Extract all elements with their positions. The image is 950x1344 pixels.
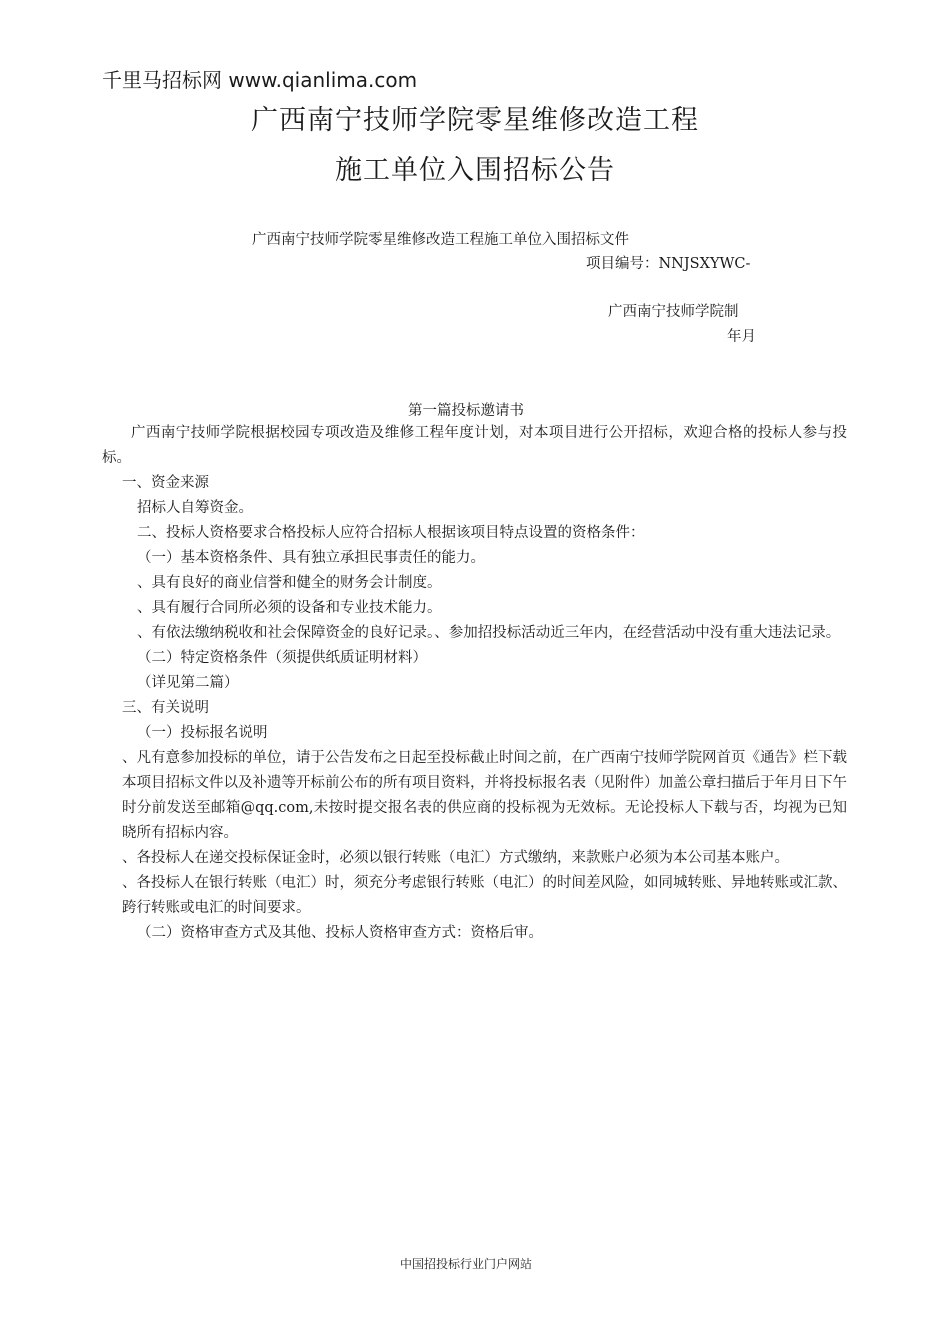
paragraph-review-method: （二）资格审查方式及其他、投标人资格审查方式：资格后审。 xyxy=(137,925,543,941)
paragraph-basic-qualification: （一）基本资格条件、具有独立承担民事责任的能力。 xyxy=(137,550,485,566)
paragraph-qualification-heading: 二、投标人资格要求合格投标人应符合招标人根据该项目特点设置的资格条件： xyxy=(137,525,645,541)
paragraph-tax-record: 、有依法缴纳税收和社会保障资金的良好记录。、参加招投标活动近三年内，在经营活动中没有重大违法记录。 xyxy=(137,625,841,641)
tender-document-name: 广西南宁技师学院零星维修改造工程施工单位入围招标文件 xyxy=(252,232,629,248)
paragraph-transfer-risk: 、各投标人在银行转账（电汇）时，须充分考虑银行转账（电汇）的时间差风险，如同城转账、异地转账或汇款、跨行转账或电汇的时间要求。 xyxy=(122,875,847,916)
paragraph-equipment: 、具有履行合同所必须的设备和专业技术能力。 xyxy=(137,600,442,616)
paragraph-funding: 招标人自筹资金。 xyxy=(137,500,253,516)
paragraph-funding-heading: 一、资金来源 xyxy=(122,475,209,491)
paragraph-notes-heading: 三、有关说明 xyxy=(122,700,209,716)
paragraph-intro: 广西南宁技师学院根据校园专项改造及维修工程年度计划，对本项目进行公开招标，欢迎合格的投标人参与投标。 xyxy=(102,425,847,466)
paragraph-registration-heading: （一）投标报名说明 xyxy=(137,725,268,741)
invitation-body xyxy=(102,421,847,946)
paragraph-see-part-two: （详见第二篇） xyxy=(137,675,239,691)
document-title-line2: 施工单位入围招标公告 xyxy=(335,155,615,186)
paragraph-deposit: 、各投标人在递交投标保证金时，必须以银行转账（电汇）方式缴纳，来款账户必须为本公司基本账户。 xyxy=(122,850,789,866)
project-number: 项目编号：NNJSXYWC- xyxy=(586,256,751,272)
site-header: 千里马招标网 www.qianlima.com xyxy=(102,68,418,92)
issue-date: 年月 xyxy=(727,329,756,345)
document-title-line1: 广西南宁技师学院零星维修改造工程 xyxy=(251,105,699,136)
paragraph-special-qualification: （二）特定资格条件（须提供纸质证明材料） xyxy=(137,650,427,666)
section-heading: 第一篇投标邀请书 xyxy=(408,403,524,419)
paragraph-registration: 、凡有意参加投标的单位，请于公告发布之日起至投标截止时间之前，在广西南宁技师学院网首页《通告》栏下载本项目招标文件以及补遗等开标前公布的所有项目资料，并将投标报名表（见附件）加盖公章扫描后于年月日下午时分前发送至邮箱@qq.com,未按时提交报名表的供应商的投标视为无效标。无论投标人下载与否，均视为已知晓所有招标内容。 xyxy=(122,750,847,841)
footer-portal-text: 中国招投标行业门户网站 xyxy=(400,1257,533,1271)
issuer: 广西南宁技师学院制 xyxy=(608,304,739,320)
paragraph-credit: 、具有良好的商业信誉和健全的财务会计制度。 xyxy=(137,575,442,591)
